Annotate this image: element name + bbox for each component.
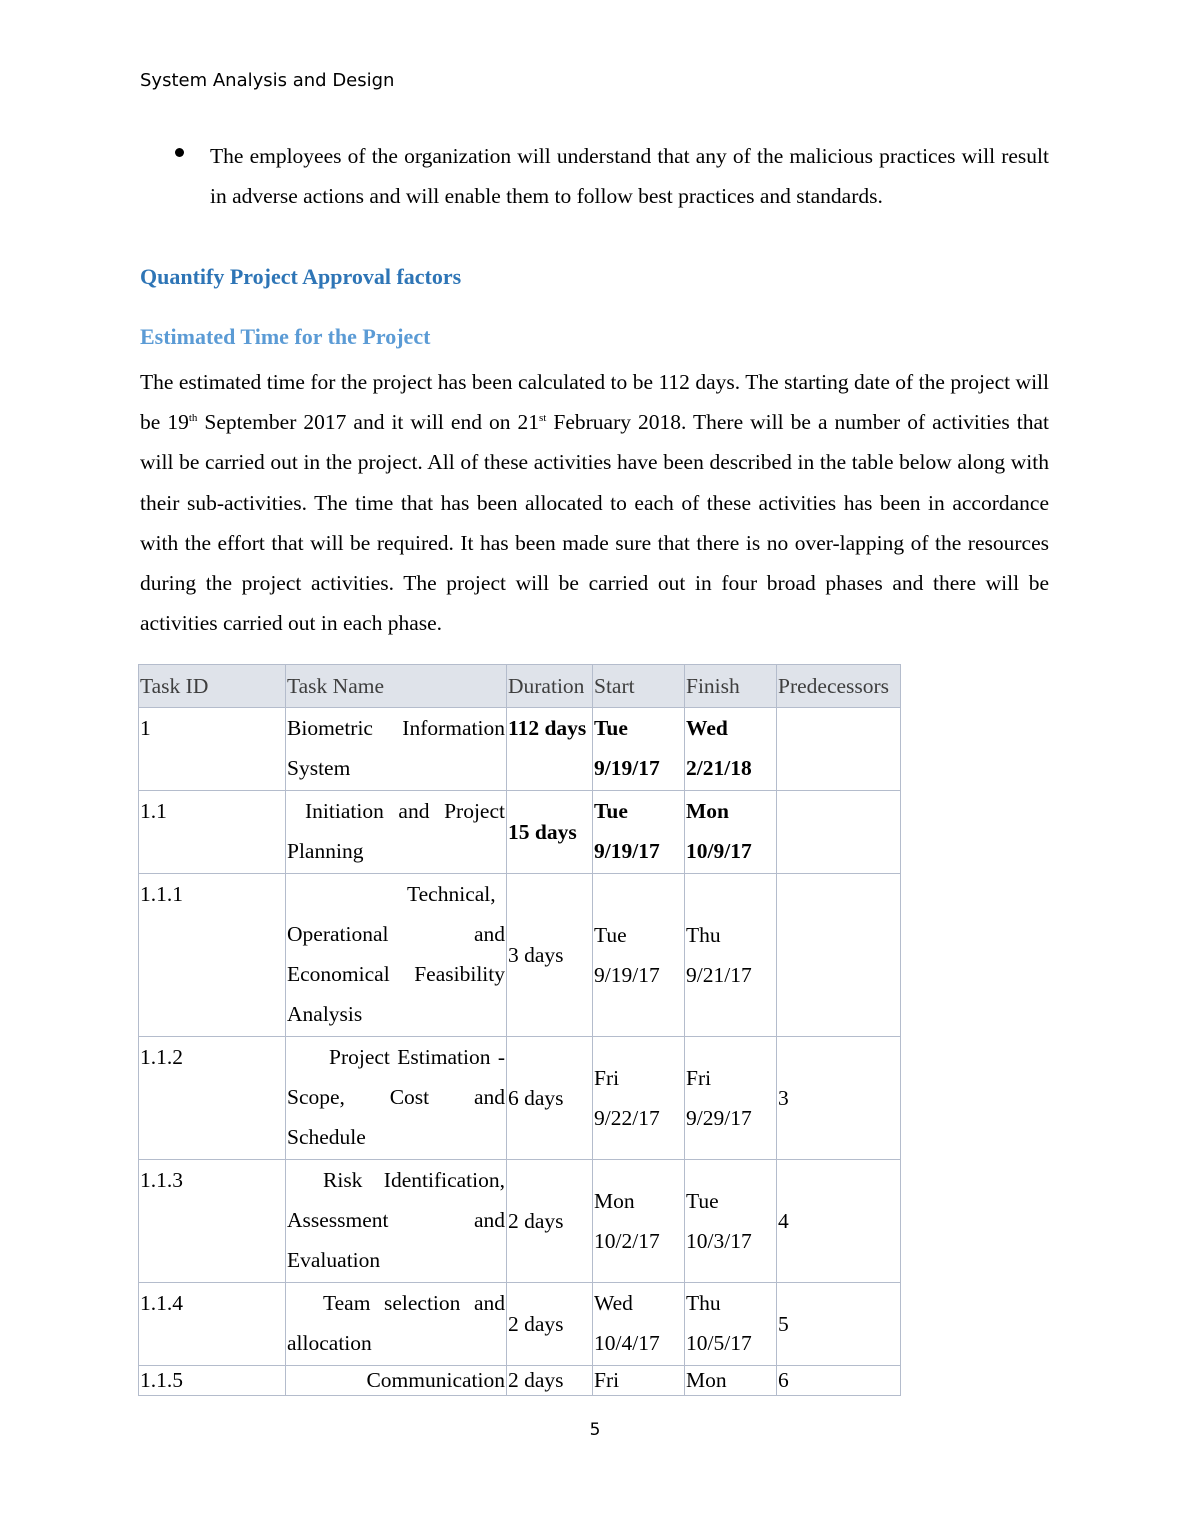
cell-finish: Mon <box>685 1366 777 1396</box>
page-header: System Analysis and Design <box>140 70 395 91</box>
cell-id: 1.1.5 <box>139 1366 286 1396</box>
bullet-item <box>175 136 1049 216</box>
cell-name: Project Estimation - Scope, Cost and Schedule <box>286 1037 507 1160</box>
cell-pred: 6 <box>777 1366 901 1396</box>
cell-pred: 3 <box>777 1037 901 1160</box>
cell-start: Tue 9/19/17 <box>593 791 685 874</box>
cell-name: Communication <box>286 1366 507 1396</box>
table-row <box>139 1037 901 1160</box>
para-part-1: The estimated time for the project has been calculated to be 112 days. The starting date of the project will be 19 <box>140 370 1049 435</box>
cell-name: Initiation and Project Planning <box>286 791 507 874</box>
body-paragraph <box>140 362 1049 643</box>
cell-id: 1.1.4 <box>139 1283 286 1366</box>
cell-pred <box>777 708 901 791</box>
header-task-name: Task Name <box>286 665 507 708</box>
table-row <box>139 708 901 791</box>
cell-name: Risk Identification, Assessment and Evaluation <box>286 1160 507 1283</box>
cell-finish: Thu 9/21/17 <box>685 874 777 1037</box>
cell-start: Fri 9/22/17 <box>593 1037 685 1160</box>
cell-finish: Fri 9/29/17 <box>685 1037 777 1160</box>
task-table <box>138 664 901 1396</box>
header-start: Start <box>593 665 685 708</box>
table-header-row <box>139 665 901 708</box>
header-task-id: Task ID <box>139 665 286 708</box>
para-part-3: February 2018. There will be a number of activities that will be carried out in the project. All of these activities have been described in the table below along with their sub-activities. The time that has been allocated to each of these activities has been in accordance with the effort that will be required. It has been made sure that there is no over-lapping of the resources during the project activities. The project will be carried out in four broad phases and there will be activities carried out in each phase. <box>140 410 1050 636</box>
page-number: 5 <box>589 1420 601 1440</box>
cell-id: 1 <box>139 708 286 791</box>
header-predecessors: Predecessors <box>777 665 901 708</box>
superscript-th: th <box>188 412 198 425</box>
cell-finish: Wed 2/21/18 <box>685 708 777 791</box>
cell-start: Wed 10/4/17 <box>593 1283 685 1366</box>
cell-start: Mon 10/2/17 <box>593 1160 685 1283</box>
cell-duration: 3 days <box>507 874 593 1037</box>
cell-start: Tue 9/19/17 <box>593 874 685 1037</box>
cell-start: Fri <box>593 1366 685 1396</box>
section-heading: Quantify Project Approval factors <box>140 264 462 289</box>
bullet-text: The employees of the organization will understand that any of the malicious practices will result in adverse actions and will enable them to follow best practices and standards. <box>210 144 1049 208</box>
table-row <box>139 1283 901 1366</box>
cell-name: Technical, Operational and Economical Feasibility Analysis <box>286 874 507 1037</box>
cell-id: 1.1.1 <box>139 874 286 1037</box>
header-finish: Finish <box>685 665 777 708</box>
table-row <box>139 874 901 1037</box>
cell-name: Biometric Information System <box>286 708 507 791</box>
header-duration: Duration <box>507 665 593 708</box>
para-part-2: September 2017 and it will end on 21 <box>197 410 539 435</box>
subsection-heading: Estimated Time for the Project <box>140 324 431 349</box>
cell-pred <box>777 791 901 874</box>
cell-pred: 4 <box>777 1160 901 1283</box>
cell-duration: 2 days <box>507 1366 593 1396</box>
cell-id: 1.1.3 <box>139 1160 286 1283</box>
cell-finish: Tue 10/3/17 <box>685 1160 777 1283</box>
cell-id: 1.1.2 <box>139 1037 286 1160</box>
cell-finish: Thu 10/5/17 <box>685 1283 777 1366</box>
table-row <box>139 1160 901 1283</box>
cell-pred: 5 <box>777 1283 901 1366</box>
superscript-st: st <box>539 412 547 425</box>
cell-name: Team selection and allocation <box>286 1283 507 1366</box>
cell-id: 1.1 <box>139 791 286 874</box>
cell-duration: 2 days <box>507 1283 593 1366</box>
cell-finish: Mon 10/9/17 <box>685 791 777 874</box>
cell-duration: 15 days <box>507 791 593 874</box>
cell-start: Tue 9/19/17 <box>593 708 685 791</box>
cell-pred <box>777 874 901 1037</box>
cell-duration: 112 days <box>507 708 593 791</box>
cell-duration: 6 days <box>507 1037 593 1160</box>
table-row <box>139 1366 901 1396</box>
table-row <box>139 791 901 874</box>
cell-duration: 2 days <box>507 1160 593 1283</box>
bullet-icon <box>175 148 184 157</box>
